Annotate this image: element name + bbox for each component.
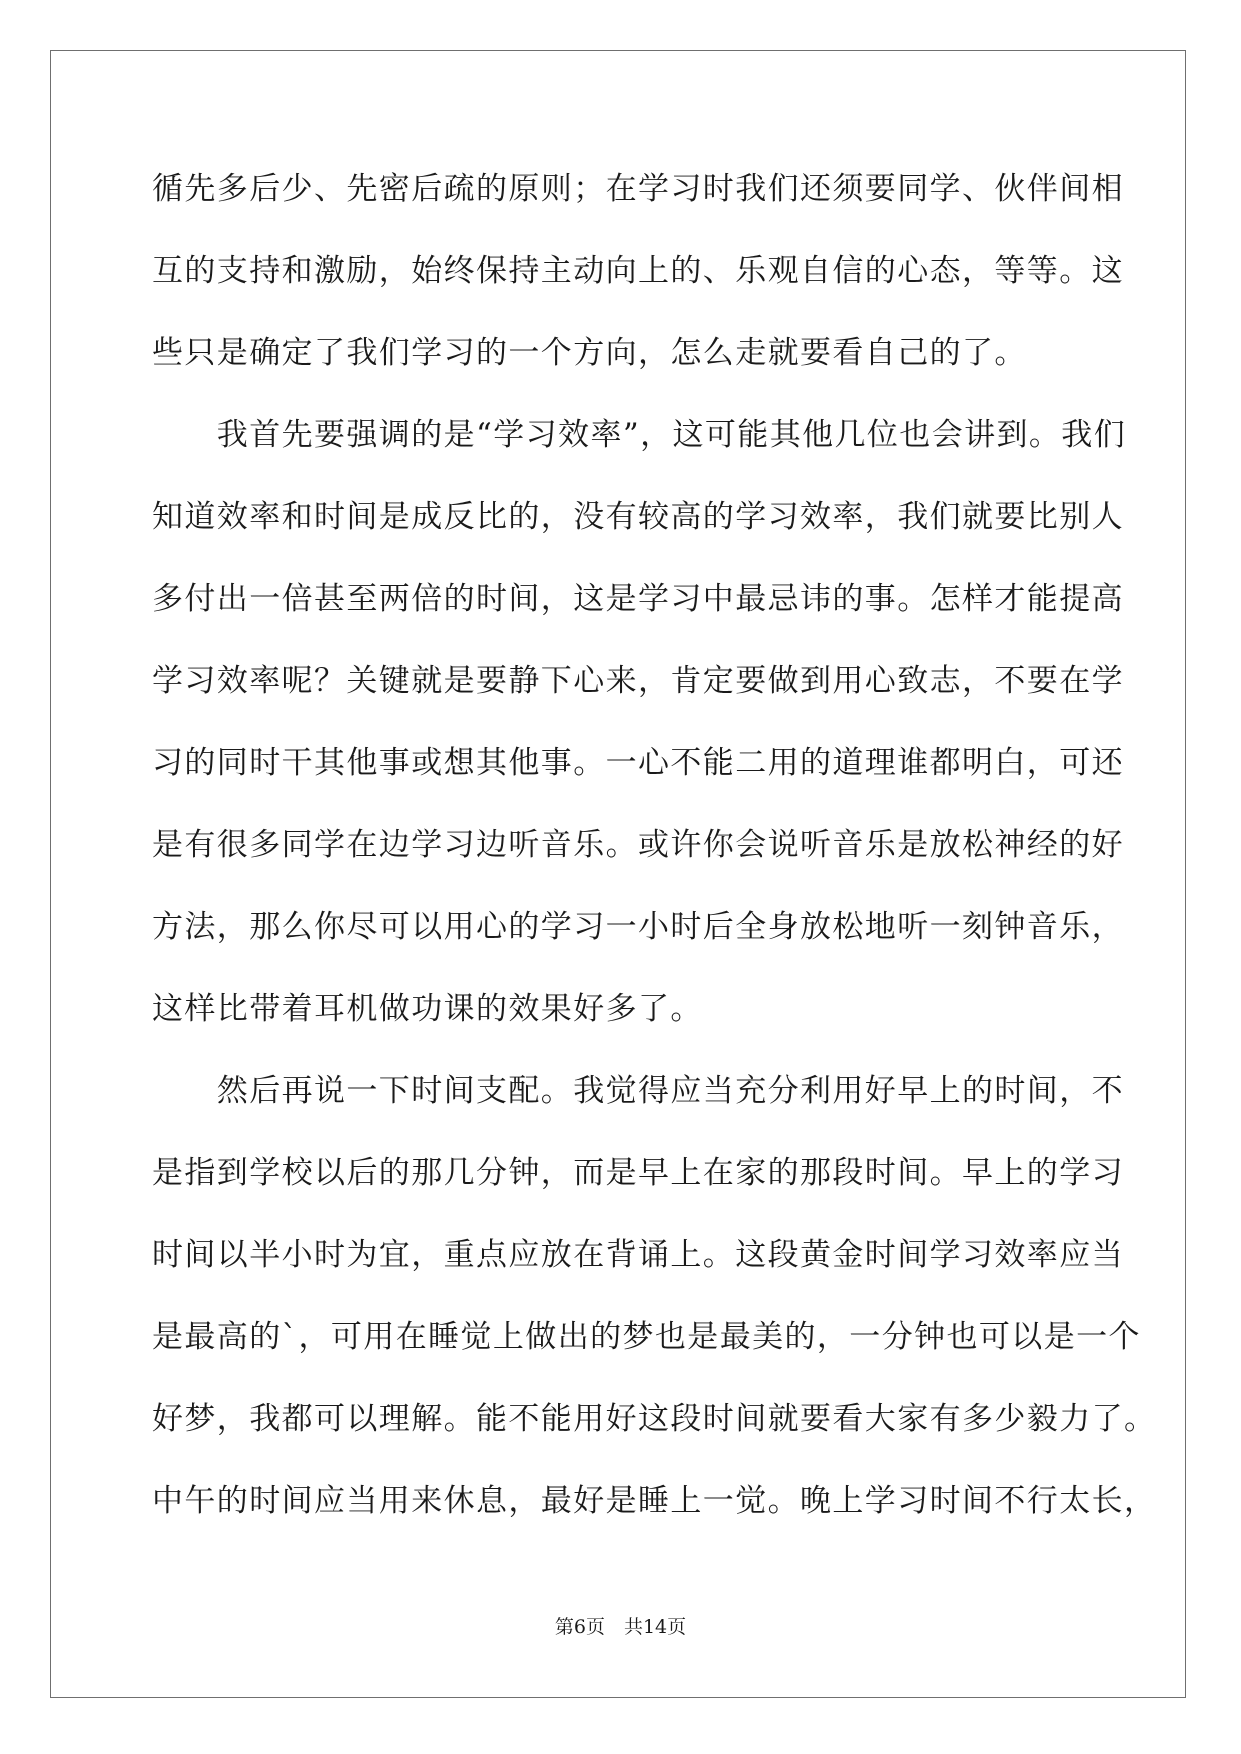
- text-line: 时间以半小时为宜，重点应放在背诵上。这段黄金时间学习效率应当: [152, 1237, 1124, 1273]
- text-line: 是指到学校以后的那几分钟，而是早上在家的那段时间。早上的学习: [152, 1155, 1124, 1191]
- text-line: 循先多后少、先密后疏的原则；在学习时我们还须要同学、伙伴间相: [152, 171, 1124, 207]
- text-line: 方法，那么你尽可以用心的学习一小时后全身放松地听一刻钟音乐，: [152, 909, 1124, 945]
- text-line: 学习效率呢？关键就是要静下心来，肯定要做到用心致志，不要在学: [152, 663, 1124, 699]
- text-line: 多付出一倍甚至两倍的时间，这是学习中最忌讳的事。怎样才能提高: [152, 581, 1124, 617]
- text-line: 是有很多同学在边学习边听音乐。或许你会说听音乐是放松神经的好: [152, 827, 1124, 863]
- text-line: 习的同时干其他事或想其他事。一心不能二用的道理谁都明白，可还: [152, 745, 1124, 781]
- text-line: 是最高的`，可用在睡觉上做出的梦也是最美的，一分钟也可以是一个: [152, 1319, 1141, 1355]
- text-line: 互的支持和激励，始终保持主动向上的、乐观自信的心态，等等。这: [152, 253, 1124, 289]
- text-line: 中午的时间应当用来休息，最好是睡上一觉。晚上学习时间不行太长，: [152, 1483, 1157, 1519]
- text-line: 好梦，我都可以理解。能不能用好这段时间就要看大家有多少毅力了。: [152, 1401, 1157, 1437]
- document-body: [152, 162, 1157, 1556]
- text-line: 些只是确定了我们学习的一个方向，怎么走就要看自己的了。: [152, 335, 1027, 371]
- text-line: 我首先要强调的是“学习效率”，这可能其他几位也会讲到。我们: [152, 417, 1127, 453]
- page-number-footer: 第6页 共14页: [554, 1616, 687, 1638]
- text-line: 知道效率和时间是成反比的，没有较高的学习效率，我们就要比别人: [152, 499, 1124, 535]
- text-line: 然后再说一下时间支配。我觉得应当充分利用好早上的时间，不: [152, 1073, 1124, 1109]
- text-line: 这样比带着耳机做功课的效果好多了。: [152, 991, 703, 1027]
